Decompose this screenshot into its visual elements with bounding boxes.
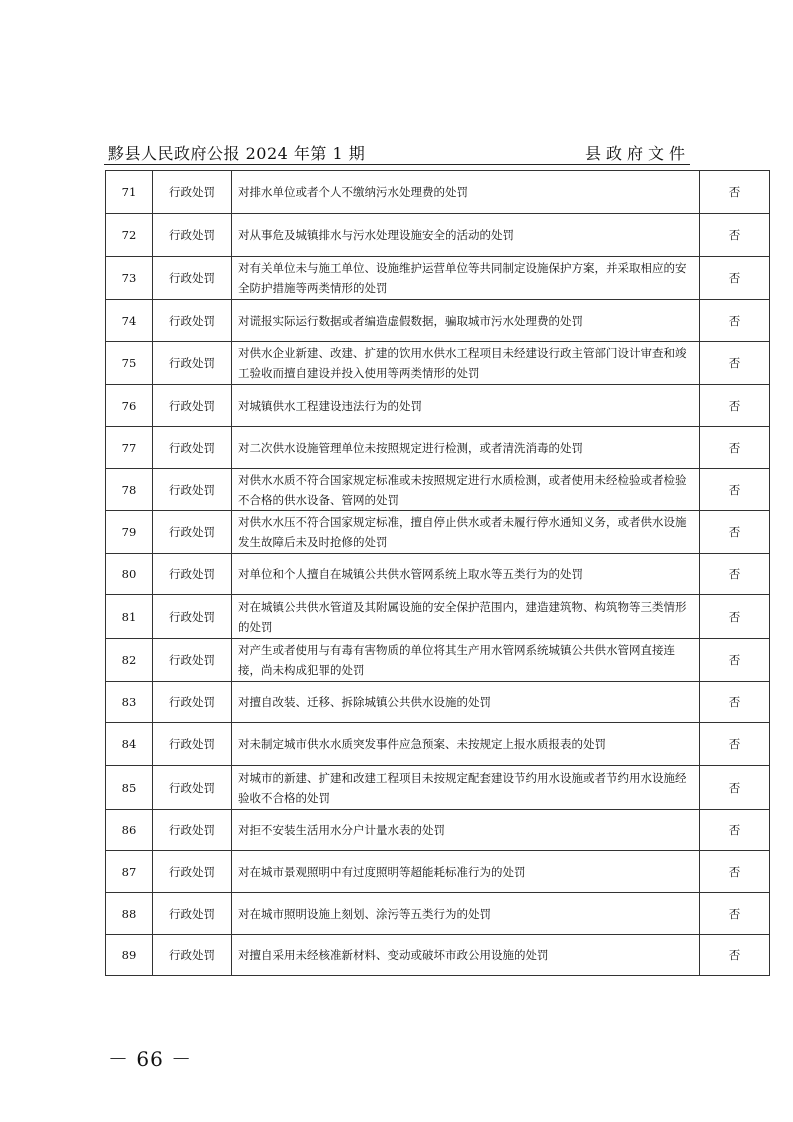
- row-number: 87: [106, 851, 153, 893]
- row-number: 86: [106, 810, 153, 851]
- row-name: 对在城镇公共供水管道及其附属设施的安全保护范围内，建造建筑物、构筑物等三类情形的处罚: [232, 595, 700, 639]
- row-name: 对二次供水设施管理单位未按照规定进行检测，或者清洗消毒的处罚: [232, 427, 700, 469]
- table-row: [106, 427, 770, 469]
- row-number: 77: [106, 427, 153, 469]
- row-type: 行政处罚: [153, 342, 232, 385]
- table-row: [106, 342, 770, 385]
- row-name: 对产生或者使用与有毒有害物质的单位将其生产用水管网系统城镇公共供水管网直接连接，尚未构成犯罪的处罚: [232, 639, 700, 682]
- row-number: 76: [106, 385, 153, 427]
- table-row: [106, 171, 770, 214]
- row-number: 72: [106, 214, 153, 257]
- row-number: 83: [106, 682, 153, 723]
- row-flag: 否: [700, 935, 770, 976]
- row-name: 对单位和个人擅自在城镇公共供水管网系统上取水等五类行为的处罚: [232, 554, 700, 595]
- row-type: 行政处罚: [153, 766, 232, 810]
- table-row: [106, 810, 770, 851]
- table-row: [106, 723, 770, 766]
- page-header: [108, 141, 690, 165]
- row-name: 对擅自采用未经核准新材料、变动或破坏市政公用设施的处罚: [232, 935, 700, 976]
- row-flag: 否: [700, 723, 770, 766]
- row-name: 对供水水压不符合国家规定标准，擅自停止供水或者未履行停水通知义务，或者供水设施发生故障后未及时抢修的处罚: [232, 511, 700, 554]
- row-name: 对未制定城市供水水质突发事件应急预案、未按规定上报水质报表的处罚: [232, 723, 700, 766]
- table-row: [106, 682, 770, 723]
- table-row: [106, 511, 770, 554]
- row-number: 88: [106, 893, 153, 935]
- table-row: [106, 935, 770, 976]
- row-type: 行政处罚: [153, 935, 232, 976]
- row-name: 对排水单位或者个人不缴纳污水处理费的处罚: [232, 171, 700, 214]
- table-row: [106, 595, 770, 639]
- row-type: 行政处罚: [153, 427, 232, 469]
- row-name: 对城镇供水工程建设违法行为的处罚: [232, 385, 700, 427]
- row-number: 85: [106, 766, 153, 810]
- items-table: [105, 170, 770, 976]
- row-flag: 否: [700, 214, 770, 257]
- row-type: 行政处罚: [153, 171, 232, 214]
- row-number: 82: [106, 639, 153, 682]
- row-name: 对谎报实际运行数据或者编造虚假数据，骗取城市污水处理费的处罚: [232, 300, 700, 342]
- row-flag: 否: [700, 682, 770, 723]
- table-row: [106, 893, 770, 935]
- row-type: 行政处罚: [153, 300, 232, 342]
- row-number: 80: [106, 554, 153, 595]
- row-flag: 否: [700, 257, 770, 300]
- row-type: 行政处罚: [153, 257, 232, 300]
- row-number: 79: [106, 511, 153, 554]
- table-row: [106, 214, 770, 257]
- row-number: 73: [106, 257, 153, 300]
- row-number: 74: [106, 300, 153, 342]
- row-type: 行政处罚: [153, 469, 232, 511]
- row-name: 对擅自改装、迁移、拆除城镇公共供水设施的处罚: [232, 682, 700, 723]
- row-flag: 否: [700, 893, 770, 935]
- row-number: 78: [106, 469, 153, 511]
- table-body: [106, 171, 770, 976]
- row-name: 对从事危及城镇排水与污水处理设施安全的活动的处罚: [232, 214, 700, 257]
- table-row: [106, 639, 770, 682]
- row-type: 行政处罚: [153, 385, 232, 427]
- row-name: 对有关单位未与施工单位、设施维护运营单位等共同制定设施保护方案，并采取相应的安全防护措施等两类情形的处罚: [232, 257, 700, 300]
- row-flag: 否: [700, 385, 770, 427]
- row-flag: 否: [700, 810, 770, 851]
- row-name: 对在城市景观照明中有过度照明等超能耗标准行为的处罚: [232, 851, 700, 893]
- table-row: [106, 766, 770, 810]
- table-row: [106, 257, 770, 300]
- header-rule: [104, 164, 690, 165]
- row-flag: 否: [700, 554, 770, 595]
- row-flag: 否: [700, 469, 770, 511]
- row-number: 75: [106, 342, 153, 385]
- table-row: [106, 385, 770, 427]
- row-type: 行政处罚: [153, 511, 232, 554]
- table-row: [106, 469, 770, 511]
- row-flag: 否: [700, 300, 770, 342]
- row-flag: 否: [700, 639, 770, 682]
- page-number: － 66 －: [108, 1047, 193, 1071]
- row-flag: 否: [700, 851, 770, 893]
- row-type: 行政处罚: [153, 595, 232, 639]
- row-flag: 否: [700, 766, 770, 810]
- table-row: [106, 851, 770, 893]
- row-flag: 否: [700, 171, 770, 214]
- row-type: 行政处罚: [153, 810, 232, 851]
- section-title: 县政府文件: [584, 144, 690, 163]
- row-flag: 否: [700, 342, 770, 385]
- row-number: 84: [106, 723, 153, 766]
- row-number: 71: [106, 171, 153, 214]
- row-name: 对供水企业新建、改建、扩建的饮用水供水工程项目未经建设行政主管部门设计审查和竣工验收而擅自建设并投入使用等两类情形的处罚: [232, 342, 700, 385]
- row-type: 行政处罚: [153, 723, 232, 766]
- row-flag: 否: [700, 595, 770, 639]
- row-type: 行政处罚: [153, 893, 232, 935]
- row-flag: 否: [700, 427, 770, 469]
- row-type: 行政处罚: [153, 682, 232, 723]
- table-row: [106, 300, 770, 342]
- row-type: 行政处罚: [153, 554, 232, 595]
- row-name: 对拒不安装生活用水分户计量水表的处罚: [232, 810, 700, 851]
- row-name: 对供水水质不符合国家规定标准或未按照规定进行水质检测，或者使用未经检验或者检验不合格的供水设备、管网的处罚: [232, 469, 700, 511]
- row-type: 行政处罚: [153, 214, 232, 257]
- row-number: 89: [106, 935, 153, 976]
- table-row: [106, 554, 770, 595]
- row-flag: 否: [700, 511, 770, 554]
- row-name: 对在城市照明设施上刻划、涂污等五类行为的处罚: [232, 893, 700, 935]
- row-name: 对城市的新建、扩建和改建工程项目未按规定配套建设节约用水设施或者节约用水设施经验收不合格的处罚: [232, 766, 700, 810]
- row-type: 行政处罚: [153, 851, 232, 893]
- row-number: 81: [106, 595, 153, 639]
- gazette-title: 黟县人民政府公报 2024 年第 1 期: [108, 144, 366, 163]
- row-type: 行政处罚: [153, 639, 232, 682]
